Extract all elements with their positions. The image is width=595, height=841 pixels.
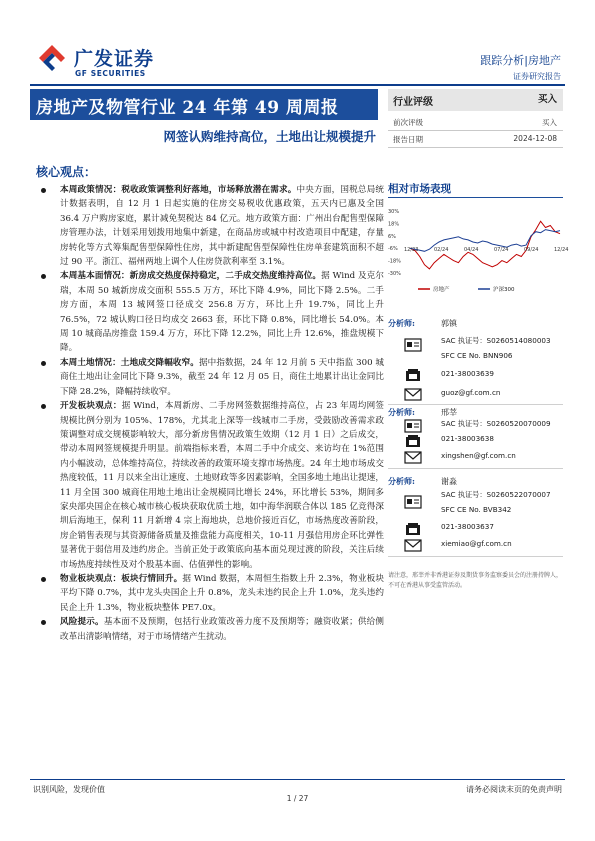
bullet-development: 开发板块观点：据 Wind，本周新房、二手房网签数据维持高位，占 23 年周均网签规模比例分别为 105%、178%，尤其北上深等一线城市二手房，受鼓励改善需求政策调整对成交规模影响较大，部分新房售情况政策生效期（12 月 1 日）之后成交，带动本周网签规模提升明显。前端指标来看，本周二手中介成交、来访均在 1%范围内小幅波动，总体维持高位，持续改善的政策环境支撑市场热度。24 年土地市场成交热度较低，11 月以来全出让速度、土地财政等多因素影响，全国多地土地出让提速，11 月全国 300 城商住用地土地出让金规模同比增长 24%，环比增长 53%，期间多家央部央国企在核心城市核心板块获取优质土地，如中海华润联合体以 185 亿竞得深圳后海地王，保利 11 月新增 4 宗上海地块，总地价接近百亿，市场热度改善阶段，房企销售表现与其资源储备质量及推盘能力高度相关，10-11 月强信用房企环比弹性显著优于弱信用及违约房企。当前正处于政策底向基本面兑现过渡的阶段，关注后续市场热度持续性及对个股基本面、估值弹性的影响。 xyxy=(34,399,384,572)
header-divider xyxy=(30,84,565,86)
logo-text-en: GF SECURITIES xyxy=(75,69,146,78)
y-tick-label: -30% xyxy=(388,271,401,277)
relative-performance-divider xyxy=(388,197,563,198)
x-tick-label: 09/24 xyxy=(524,247,539,253)
relative-performance-title: 相对市场表现 xyxy=(388,183,451,195)
rating-divider xyxy=(388,147,563,148)
legend-label-real-estate: 房地产 xyxy=(433,287,450,293)
id-card-icon xyxy=(404,338,422,352)
bullet-property-mgmt: 物业板块观点：板块行情回升。据 Wind 数据，本周恒生指数上升 2.3%，物业板块平均下降 0.7%，其中龙头央国企上升 0.8%，龙头未违约民企上升 1.0%，龙头违约民企上升 1.3%，物业板块整体 PE7.0x。 xyxy=(34,572,384,615)
relative-performance-chart xyxy=(388,203,569,298)
x-tick-label: 12/23 xyxy=(404,247,419,253)
email-address[interactable]: xiemiao@gf.com.cn xyxy=(441,539,512,548)
bullet-risk: 风险提示。基本面不及预期，包括行业政策改善力度不及预期等；融资收紧；供给侧改革出清影响情绪，对于市场情绪产生扰动。 xyxy=(34,615,384,644)
prev-rating-label: 前次评级 xyxy=(393,118,423,127)
email-icon xyxy=(404,387,422,401)
series-line-real-estate xyxy=(410,221,560,269)
report-category: 跟踪分析|房地产 xyxy=(480,54,561,67)
y-tick-label: -18% xyxy=(388,258,401,265)
legend-label-hs300: 沪深300 xyxy=(493,287,515,293)
email-icon xyxy=(404,450,422,464)
bullet-land: 本周土地情况：土地成交降幅收窄。据中指数据，24 年 12 月前 5 天中指监 300 城商住土地出让金同比下降 9.3%，截至 24 年 12 月 05 日，商住土地累计出让金同比下降 28.2%，降幅持续收窄。 xyxy=(34,356,384,399)
prev-rating-value: 买入 xyxy=(542,118,557,127)
page-number: 1 / 27 xyxy=(286,794,309,803)
id-card-icon xyxy=(404,495,422,509)
analyst-divider xyxy=(388,404,563,405)
bullet-fundamentals: 本周基本面情况：新房成交热度保持稳定，二手成交热度维持高位。据 Wind 及克尔瑞，本周 50 城新房成交面积 555.5 万方，环比下降 4.9%，同比下降 2.5%。二手房方面，本周 13 城网签口径成交 256.8 万方，环比上升 19.7%，同比上升 76.5%，72 城认购口径日均成交 2663 套，环比下降 0.8%，同比增长 54.0%。本周 10 城商品房推盘 159.4 万方，环比下降 12.2%，同比上升 12.6%，推盘规模下降。 xyxy=(34,269,384,355)
rating-divider xyxy=(388,130,563,131)
analyst-role: 分析师: xyxy=(388,407,415,417)
report-date-label: 报告日期 xyxy=(393,135,423,144)
email-address[interactable]: xingshen@gf.com.cn xyxy=(441,451,516,460)
phone-number: 021-38003638 xyxy=(441,434,494,443)
report-subtitle: 网签认购维持高位，土地出让规模提升 xyxy=(163,129,376,144)
y-tick-label: 6% xyxy=(388,233,396,240)
analyst-name: 郭镇 xyxy=(441,319,457,328)
core-views-list xyxy=(34,183,384,644)
analyst-divider xyxy=(388,556,563,557)
phone-number: 021-38003639 xyxy=(441,369,494,378)
report-date-value: 2024-12-08 xyxy=(513,134,557,143)
analyst-name: 邢莘 xyxy=(441,408,457,417)
sfc-id: SFC CE No. BVB342 xyxy=(441,505,512,514)
y-tick-label: -6% xyxy=(388,246,398,253)
analyst-divider xyxy=(388,468,563,469)
core-views-title: 核心观点： xyxy=(36,165,97,179)
id-card-icon xyxy=(404,419,422,433)
report-type: 证券研究报告 xyxy=(513,72,561,81)
sfc-id: SFC CE No. BNN906 xyxy=(441,351,513,360)
sac-id: SAC 执证号：S0260522070007 xyxy=(441,490,551,499)
analyst-card xyxy=(388,318,563,418)
gf-logo-icon xyxy=(35,42,69,76)
footer-slogan: 识别风险，发现价值 xyxy=(33,785,105,794)
report-title: 房地产及物管行业 24 年第 49 周周报 xyxy=(36,98,339,118)
y-tick-label: 18% xyxy=(388,221,400,228)
email-icon xyxy=(404,538,422,552)
x-tick-label: 04/24 xyxy=(464,247,479,253)
footer-divider xyxy=(30,779,565,780)
x-tick-label: 12/24 xyxy=(554,247,569,253)
rating-label: 行业评级 xyxy=(393,97,433,108)
x-tick-label: 07/24 xyxy=(494,247,509,253)
rating-value: 买入 xyxy=(537,94,557,105)
analyst-card xyxy=(388,476,563,566)
analyst-role: 分析师: xyxy=(388,476,415,486)
y-tick-label: 30% xyxy=(388,209,400,215)
sac-id: SAC 执证号：S0260520070009 xyxy=(441,419,551,428)
email-address[interactable]: guoz@gf.com.cn xyxy=(441,388,501,397)
bullet-policy: 本周政策情况：税收政策调整利好落地，市场释放潜在需求。中央方面，国税总局统计数据表明，自 12 月 1 日起实施的住房交易税收优惠政策，五天内已惠及全国 36.4 万户购房家庭，累计减免契税达 84 亿元。地方政策方面：广州出台配售型保障房管理办法，计划采用划拨用地集中新建，在商品房或城中村改造项目中配建，存量房转化等方式筹集配售型保障性住房，其中新建配售型保障性住房单套建筑面积不超过 90 平。浙江、福州两地上调个人住房贷款利率至 3.1%。 xyxy=(34,183,384,269)
analyst-role: 分析师: xyxy=(388,318,415,328)
sac-id: SAC 执证号：S0260514080003 xyxy=(441,336,551,345)
logo-text-cn: 广发证券 xyxy=(74,48,155,70)
x-tick-label: 02/24 xyxy=(434,247,449,253)
phone-icon xyxy=(404,434,422,448)
phone-icon xyxy=(404,522,422,536)
phone-icon xyxy=(404,368,422,382)
footer-disclaimer-note: 请务必阅读末页的免责声明 xyxy=(466,785,562,794)
analyst-name: 谢淼 xyxy=(441,477,457,486)
phone-number: 021-38003637 xyxy=(441,522,494,531)
analyst-card xyxy=(388,407,563,487)
analyst-disclaimer: 请注意，邢莘并非香港证券及期货事务监察委员会的注册持牌人，不可在香港从事受监管活动。 xyxy=(388,572,563,589)
